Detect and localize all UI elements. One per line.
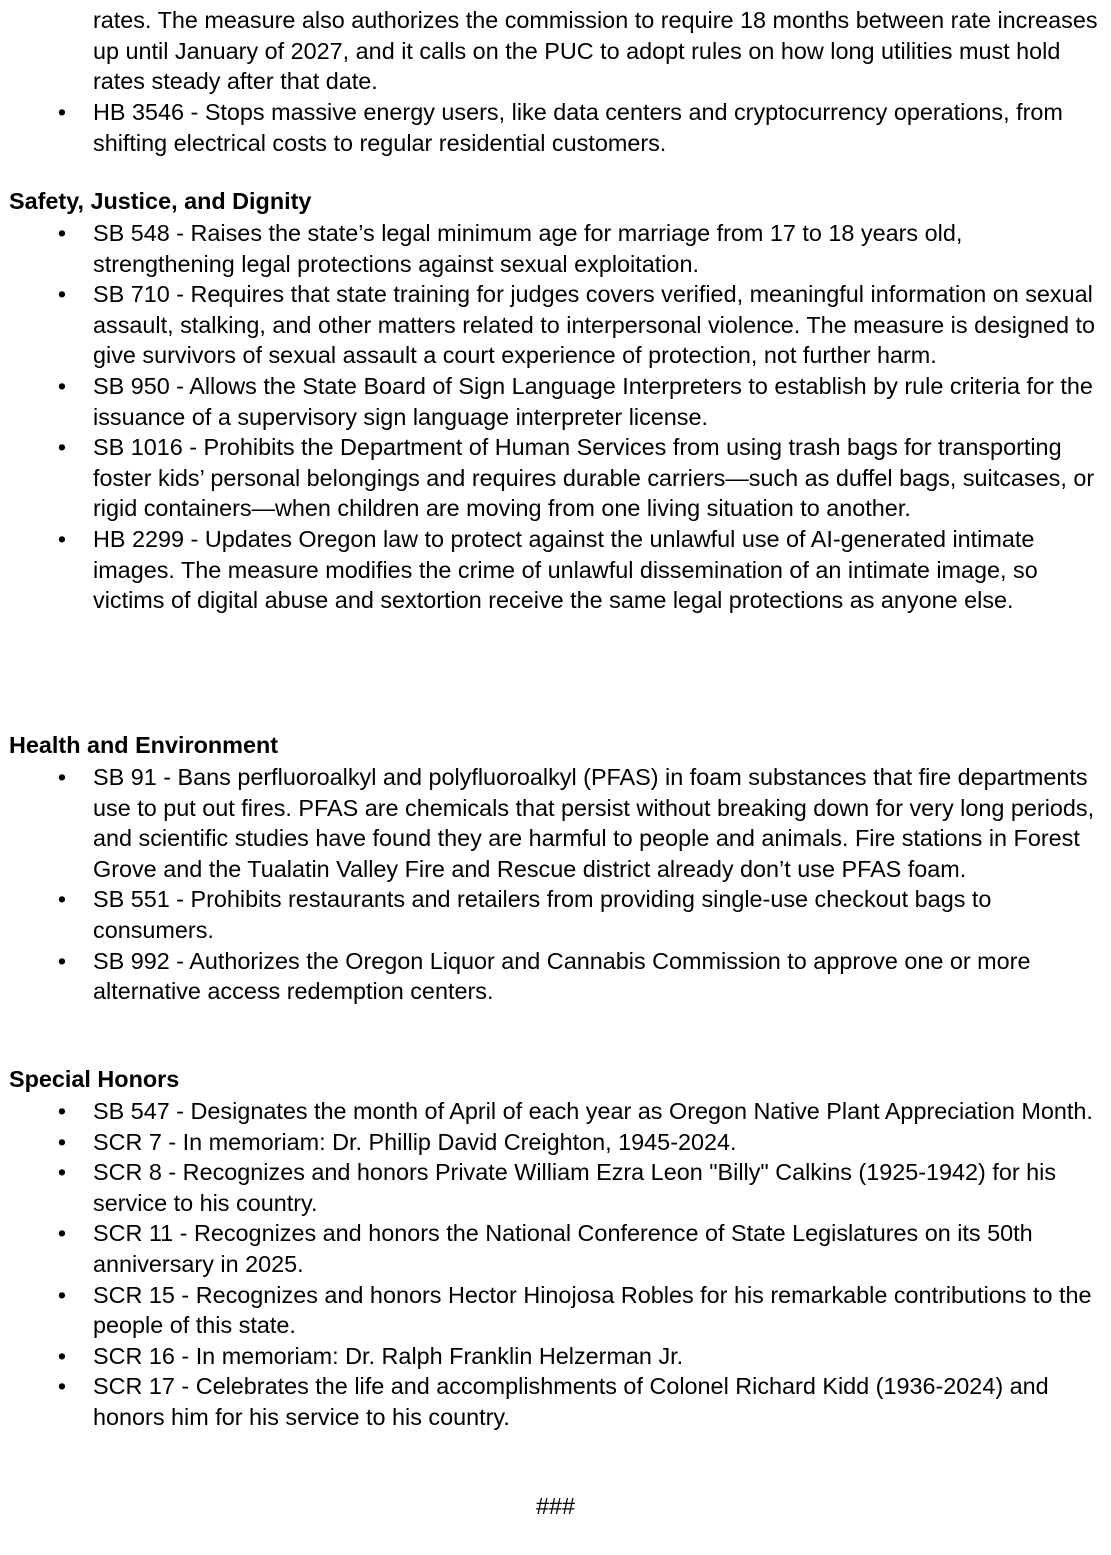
section-heading-health: Health and Environment	[9, 732, 279, 758]
list-item	[0, 762, 1103, 884]
list-item	[0, 884, 1103, 945]
bullet-icon: •	[57, 1373, 67, 1400]
bullet-icon: •	[57, 1281, 67, 1308]
bill-text: SB 992 - Authorizes the Oregon Liquor and Cannabis Commission to approve one or more alternative access redemption centers.	[93, 947, 1031, 1005]
bill-text: SB 547 - Designates the month of April of each year as Oregon Native Plant Appreciation Month.	[93, 1098, 1093, 1124]
section-heading-safety: Safety, Justice, and Dignity	[9, 188, 312, 214]
bill-text: SCR 11 - Recognizes and honors the National Conference of State Legislatures on its 50th anniversary in 2025.	[93, 1220, 1033, 1277]
list-item	[0, 1218, 1103, 1279]
list-item	[0, 1341, 1103, 1372]
bill-text: SB 551 - Prohibits restaurants and retailers from providing single-use checkout bags to consumers.	[93, 886, 992, 943]
energy-bill-list	[0, 97, 1111, 158]
bullet-icon: •	[57, 1220, 67, 1247]
list-item	[0, 371, 1103, 432]
bill-text: SCR 16 - In memoriam: Dr. Ralph Franklin Helzerman Jr.	[93, 1342, 684, 1369]
end-of-release-mark: ###	[535, 1493, 576, 1519]
bill-text: SCR 15 - Recognizes and honors Hector Hinojosa Robles for his remarkable contributions to the people of this state.	[93, 1281, 1092, 1339]
list-item	[0, 1157, 1103, 1218]
safety-bill-list	[0, 218, 1111, 616]
list-item	[0, 524, 1103, 616]
continuation-paragraph: rates. The measure also authorizes the commission to require 18 months between rate increases up until January of 2027, and it calls on the PUC to adopt rules on how long utilities must hold rates steady after that date.	[93, 7, 1098, 95]
list-item	[0, 1096, 1103, 1127]
health-bill-list	[0, 762, 1111, 1007]
bullet-icon: •	[57, 372, 67, 399]
bill-text: HB 2299 - Updates Oregon law to protect against the unlawful use of AI-generated intimate images. The measure modifies the crime of unlawful dissemination of an intimate image, so victims of digital abuse and sextortion receive the same legal protections as anyone else.	[93, 525, 1038, 614]
bill-text: SB 548 - Raises the state’s legal minimum age for marriage from 17 to 18 years old, strengthening legal protections against sexual exploitation.	[93, 220, 963, 277]
bullet-icon: •	[57, 281, 67, 308]
bullet-icon: •	[57, 1098, 67, 1124]
bullet-icon: •	[57, 764, 67, 790]
honors-resolution-list	[0, 1096, 1111, 1433]
bullet-icon: •	[57, 434, 67, 461]
bill-text: SB 1016 - Prohibits the Department of Human Services from using trash bags for transporting foster kids’ personal belongings and requires durable carriers—such as duffel bags, suitcases, or rigid containers—when children are moving from one living situation to another.	[93, 434, 1095, 522]
list-item	[0, 1371, 1103, 1432]
bill-text: HB 3546 - Stops massive energy users, like data centers and cryptocurrency operations, from shifting electrical costs to regular residential customers.	[93, 99, 1063, 156]
bullet-icon: •	[57, 99, 67, 125]
bullet-icon: •	[57, 1342, 67, 1369]
bill-text: SCR 17 - Celebrates the life and accomplishments of Colonel Richard Kidd (1936-2024) and honors him for his service to his country.	[93, 1373, 1049, 1430]
list-item	[0, 218, 1103, 279]
bill-text: SB 710 - Requires that state training for judges covers verified, meaningful information on sexual assault, stalking, and other matters related to interpersonal violence. The measure is designed to give survivors of sexual assault a court experience of protection, not further harm.	[93, 281, 1096, 369]
bullet-icon: •	[57, 1159, 67, 1186]
bill-text: SB 91 - Bans perfluoroalkyl and polyfluoroalkyl (PFAS) in foam substances that fire departments use to put out fires. PFAS are chemicals that persist without breaking down for very long periods, and scientific studies have found they are harmful to people and animals. Fire stations in Forest Grove and the Tualatin Valley Fire and Rescue district already don’t use PFAS foam.	[93, 764, 1095, 882]
list-item	[0, 97, 1103, 158]
bullet-icon: •	[57, 886, 67, 913]
bullet-icon: •	[57, 220, 67, 246]
list-item	[0, 946, 1103, 1007]
list-item	[0, 432, 1103, 524]
bullet-icon: •	[57, 947, 67, 974]
bill-text: SB 950 - Allows the State Board of Sign Language Interpreters to establish by rule criteria for the issuance of a supervisory sign language interpreter license.	[93, 372, 1093, 430]
bill-text: SCR 8 - Recognizes and honors Private William Ezra Leon "Billy" Calkins (1925-1942) for his service to his country.	[93, 1159, 1057, 1216]
bullet-icon: •	[57, 525, 67, 552]
section-heading-honors: Special Honors	[9, 1066, 180, 1092]
list-item	[0, 279, 1103, 371]
bill-text: SCR 7 - In memoriam: Dr. Phillip David Creighton, 1945-2024.	[93, 1128, 737, 1155]
bullet-icon: •	[57, 1128, 67, 1155]
list-item	[0, 1127, 1103, 1158]
list-item	[0, 1280, 1103, 1341]
